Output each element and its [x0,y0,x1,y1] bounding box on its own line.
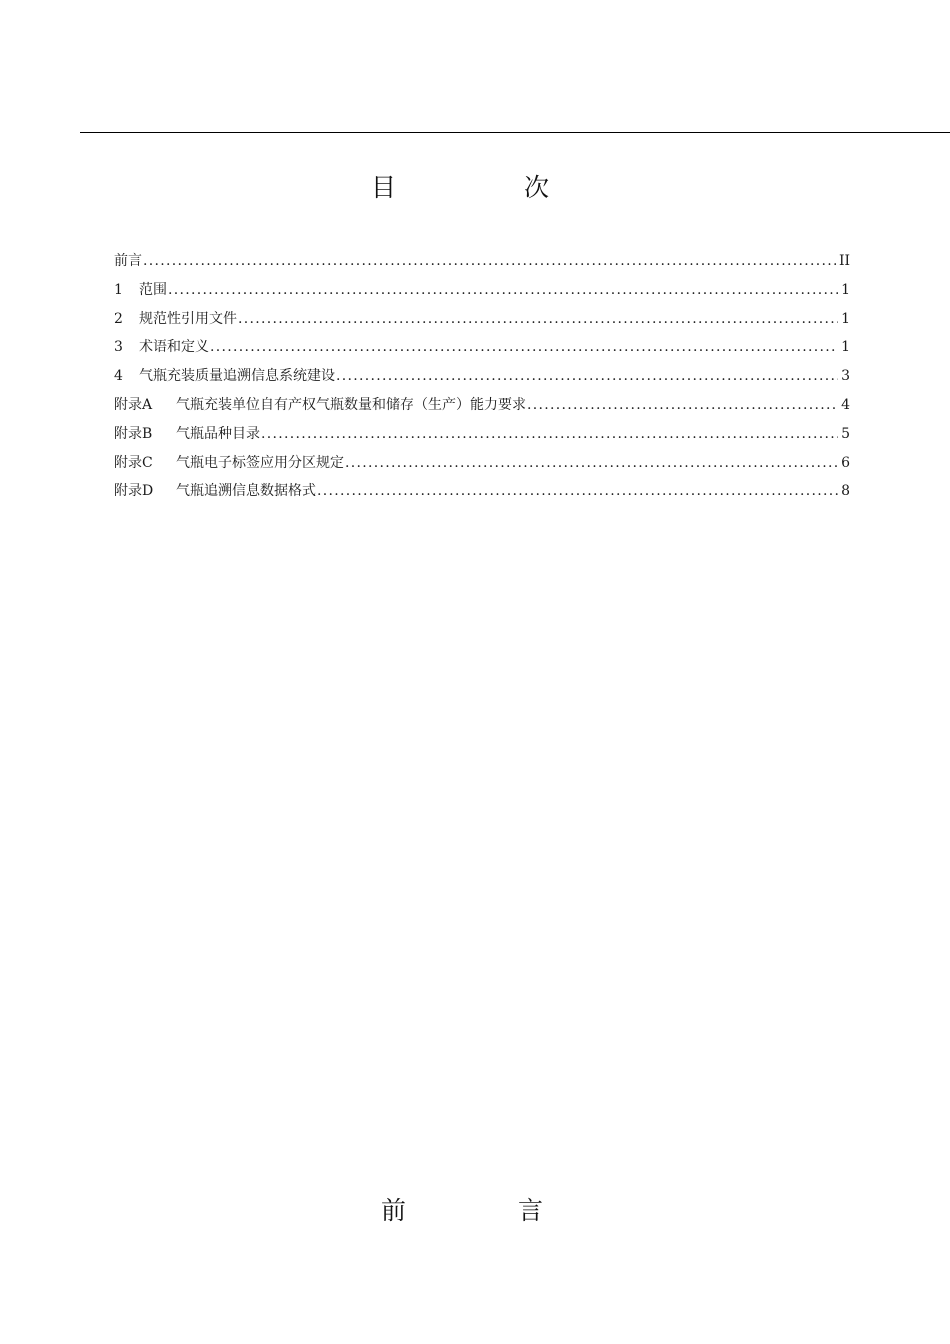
toc-leader-dots [335,362,838,391]
toc-entry-label: 气瓶充装质量追溯信息系统建设 [139,368,335,385]
toc-entry-label: 前言 [114,253,142,269]
toc-entry-label: 气瓶品种目录 [176,425,260,442]
toc-entry-appendix-a[interactable] [114,391,850,420]
header-rule [80,132,950,133]
toc-entry-page: 8 [841,483,850,500]
toc-leader-dots [526,391,838,420]
toc-entry-number: 3 [114,339,123,356]
table-of-contents [114,247,850,506]
toc-leader-dots [316,477,838,506]
toc-entry-foreword[interactable] [114,247,850,276]
toc-entry-label: 气瓶电子标签应用分区规定 [176,454,344,471]
toc-entry-number: 1 [114,281,123,298]
toc-entry-page: 1 [841,310,850,327]
toc-entry-label: 术语和定义 [139,339,209,356]
toc-entry-number: 附录D [114,483,154,500]
toc-entry-page: 3 [841,368,850,385]
toc-entry-scope[interactable] [114,276,850,305]
toc-entry-appendix-b[interactable] [114,420,850,449]
toc-entry-number: 2 [114,310,123,327]
toc-entry-page: 6 [841,454,850,471]
toc-entry-appendix-d[interactable] [114,477,850,506]
toc-leader-dots [344,449,838,478]
toc-entry-system-construction[interactable] [114,362,850,391]
toc-entry-page: 5 [841,425,850,442]
toc-entry-label: 气瓶充装单位自有产权气瓶数量和储存（生产）能力要求 [176,396,526,413]
toc-entry-number: 附录C [114,454,153,471]
toc-entry-number: 附录A [114,396,153,413]
toc-entry-terms-definitions[interactable] [114,333,850,362]
toc-entry-normative-references[interactable] [114,305,850,334]
toc-leader-dots [209,333,838,362]
foreword-title-text: 前 言 [381,1196,595,1225]
toc-leader-dots [167,276,838,305]
toc-leader-dots [142,247,836,276]
toc-leader-dots [237,305,838,334]
toc-title: 目 次 [371,173,609,202]
toc-entry-page: II [838,253,850,269]
toc-leader-dots [260,420,838,449]
toc-entry-page: 1 [841,339,850,356]
toc-entry-appendix-c[interactable] [114,449,850,478]
toc-entry-page: 1 [841,281,850,298]
toc-entry-label: 范围 [139,281,167,298]
foreword-title [0,1193,950,1229]
toc-entry-label: 规范性引用文件 [139,310,237,327]
toc-entry-page: 4 [841,396,850,413]
toc-entry-number: 4 [114,368,123,385]
toc-entry-number: 附录B [114,425,153,442]
toc-entry-label: 气瓶追溯信息数据格式 [176,483,316,500]
